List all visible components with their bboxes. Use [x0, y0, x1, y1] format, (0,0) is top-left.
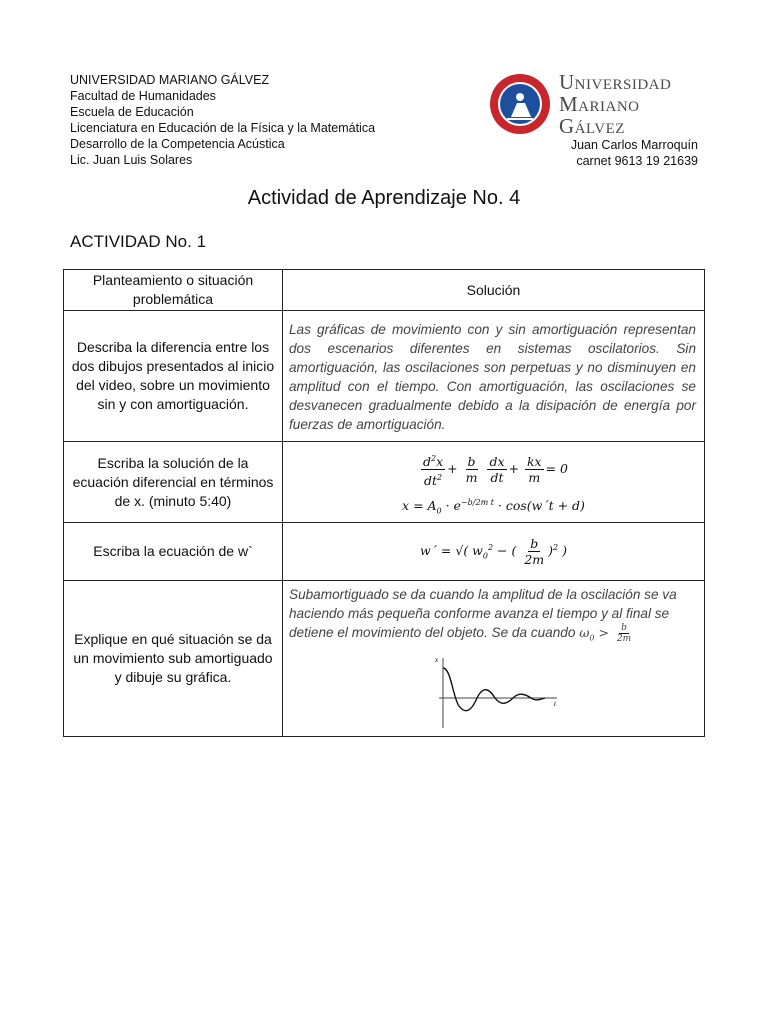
- university-logo: [489, 72, 700, 136]
- degree-name: Licenciatura en Educación de la Física y la Matemática: [70, 121, 376, 135]
- school-name: Escuela de Educación: [70, 105, 194, 119]
- graph-x-label: x: [435, 655, 439, 664]
- graph-t-label: t: [554, 699, 556, 708]
- activity-subtitle: ACTIVIDAD No. 1: [70, 232, 207, 251]
- institution-header: [70, 72, 375, 168]
- page-title: Actividad de Aprendizaje No. 4: [247, 187, 521, 209]
- differential-equation: $\frac{d^2x}{dt^2}$ + $\frac{b}{m}$ $\frac{dx}{dt}$ + $\frac{kx}{m}$ = 0: [283, 451, 704, 488]
- table-header-row: [64, 270, 705, 311]
- student-name: Juan Carlos Marroquín: [570, 138, 698, 152]
- table-row: [64, 581, 705, 737]
- logo-line-2: Mariano Gálvez: [559, 92, 640, 138]
- underdamped-graph: [433, 654, 563, 732]
- row3-question: Escriba la ecuación de w`: [64, 523, 283, 581]
- row4-question: Explique en qué situación se da un movimiento sub amortiguado y dibuje su gráfica.: [64, 581, 283, 737]
- header-solution: Solución: [283, 270, 705, 311]
- row4-answer: Subamortiguado se da cuando la amplitud de la oscilación se va haciendo más pequeña conforme avanza el tiempo y al final se detiene el movimiento del objeto. Se da cuando: [289, 587, 677, 640]
- activity-table: [63, 269, 705, 737]
- faculty-name: Facultad de Humanidades: [70, 89, 216, 103]
- underdamped-condition: $\omega_0$ > $\frac{b}{2m}$: [579, 623, 632, 644]
- table-row: [64, 523, 705, 581]
- row2-answer: [283, 442, 705, 523]
- omega-equation: w´ = √( $w_0^2$ − ( $\frac{b}{2m}$ )$^2$ ): [419, 536, 567, 567]
- row1-question: Describa la diferencia entre los dos dibujos presentados al inicio del video, sobre un movimiento sin y con amortiguación.: [64, 311, 283, 442]
- student-info: [571, 137, 698, 169]
- teacher-name: Lic. Juan Luis Solares: [70, 153, 193, 167]
- table-row: [64, 311, 705, 442]
- university-name: UNIVERSIDAD MARIANO GÁLVEZ: [70, 73, 270, 87]
- student-id: carnet 9613 19 21639: [576, 154, 698, 168]
- solution-equation: $x = A_0 \cdot e^{-b/2m t}$ · cos(w´t + d): [402, 497, 585, 516]
- logo-line-1: Universidad: [559, 70, 672, 94]
- row3-answer: [283, 523, 705, 581]
- course-name: Desarrollo de la Competencia Acústica: [70, 137, 285, 151]
- table-row: [64, 442, 705, 523]
- header-problem: Planteamiento o situación problemática: [64, 270, 283, 311]
- row2-question: Escriba la solución de la ecuación diferencial en términos de x. (minuto 5:40): [64, 442, 283, 523]
- university-seal-icon: [489, 73, 551, 135]
- row1-answer: Las gráficas de movimiento con y sin amortiguación representan dos escenarios diferentes en sistemas oscilatorios. Sin amortiguación, las oscilaciones son perpetuas y no disminuyen en amplitud con el tiempo. Con amortiguación, las oscilaciones se desvanecen gradualmente debido a la disipación de energía por fuerzas de amortiguación.: [289, 322, 696, 432]
